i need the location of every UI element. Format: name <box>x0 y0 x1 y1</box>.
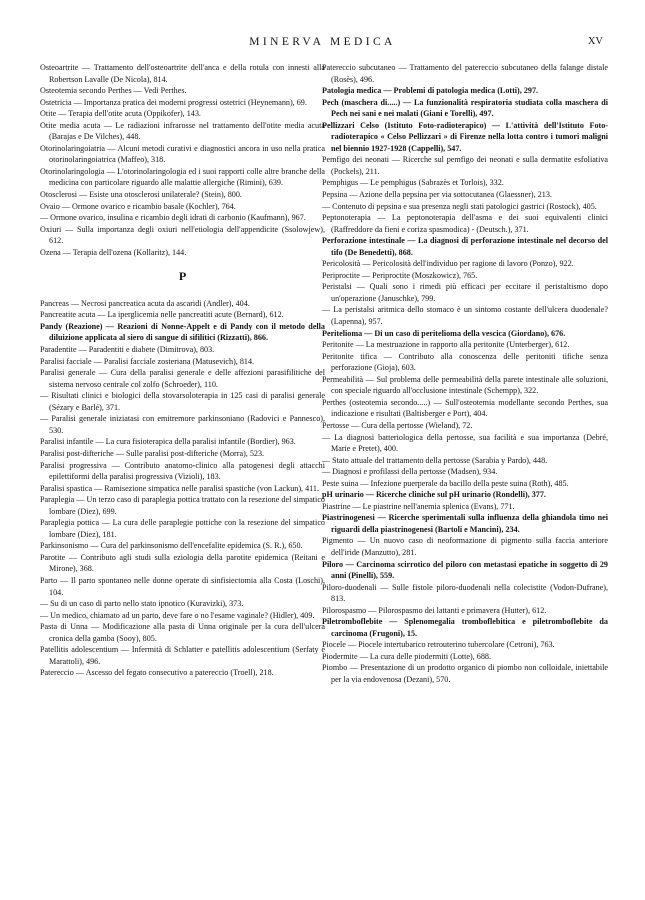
index-entry: Ostetricia — Importanza pratica dei moderni progressi ostetrici (Heynemann), 69. <box>40 97 307 107</box>
index-entry: Otite media acuta — Le radiazioni infrarosse nel trattamento dell'otite media acuta (Barajas e De Vilches), 448. <box>40 120 325 142</box>
index-entry: Paralisi infantile — La cura fisioterapica della paralisi infantile (Bordier), 963. <box>40 437 296 447</box>
index-entry: Pancreas — Necrosi pancreatica acuta da ascaridi (Andler), 404. <box>40 298 250 308</box>
index-entry: Patereccio — Ascesso del fegato consecutivo a patereccio (Troell), 218. <box>40 668 274 678</box>
index-entry: Osteotemia secondo Perthes — Vedi Perthes. <box>40 86 187 96</box>
index-entry: Paraplegia — Un terzo caso di paraplegia pottica trattato con la resezione del simpatico lombare (Diez), 699. <box>40 495 325 516</box>
index-entry: Ozena — Terapia dell'ozena (Kollaritz), 144. <box>40 247 187 257</box>
index-entry: Piletromboflebite — Splenomegalia tromboflebitica e piletromboflebite da carcinoma (Frugoni), 15. <box>322 617 608 638</box>
right-column <box>322 62 608 686</box>
index-entry: Pasta di Unna — Modificazione alla pasta di Unna originale per la cura dell'ulcera cronica della gamba (Sooy), 805. <box>40 622 325 643</box>
index-entry: Otorinolaringoiatria — Alcuni metodi curativi e diagnostici ancora in uso nella pratica otorinolaringoiatrica (Maffeo), 318. <box>40 143 325 165</box>
index-entry: Pilorospasmo — Pilorospasmo dei lattanti e primavera (Hutter), 612. <box>322 605 547 615</box>
running-title: MINERVA MEDICA <box>249 36 396 48</box>
index-entry: Peritonite tifica — Contributo alla conoscenza delle peritoniti tifiche senza perforazione (Gioja), 603. <box>322 351 608 373</box>
page-number: XV <box>587 36 603 47</box>
left-entries-p <box>40 298 325 679</box>
index-entry: — Ormone ovarico, insulina e ricambio degli idrati di carbonio (Kaufmann), 967. <box>40 213 306 223</box>
index-entry: Pellizzari Celso (Istituto Foto-radioterapico) — L'attività dell'Istituto Foto-radioterapico « Celso Pellizzari » di Firenze nella lotta contro i tumori maligni nel biennio 1927-1928 (Cappelli), 547. <box>322 120 608 153</box>
index-entry: Pertosse — Cura della pertosse (Wieland), 72. <box>322 420 473 430</box>
index-entry: Osteoartrite — Trattamento dell'osteoartrite dell'anca e della rotula con innesti alla Robertson Lavalle (De Nicola), 814. <box>40 63 325 84</box>
index-entry: Pigmento — Un nuovo caso di neoformazione di pigmento sulla faccia anteriore dell'iride (Manzutto), 281. <box>322 536 608 557</box>
index-entry: Pemfigo dei neonati — Ricerche sul pemfigo dei neonati e sulla dermatite esfoliativa (Pockels), 211. <box>322 155 608 176</box>
index-entry: Patereccio subcutaneo — Trattamento del patereccio subcutaneo della falange distale (Rosès), 496. <box>322 63 608 84</box>
index-entry: Permeabilità — Sul problema delle permeabilità della parete intestinale alle soluzioni, con speciale riguardo all'occlusione intestinale (Schempp), 322. <box>322 374 608 396</box>
index-entry: — Su di un caso di parto nello stato ipnotico (Kuravizki), 373. <box>40 599 244 609</box>
index-entry: — La diagnosi batteriologica della pertosse, sua facilità e sua importanza (Debré, Marie e Pretet), 400. <box>322 432 608 454</box>
index-entry: Parotite — Contributo agli studi sulla eziologia della parotite epidemica (Reitani e Mirone), 368. <box>40 552 325 574</box>
index-entry: Peste suina — Infezione puerperale da bacillo della peste suina (Roth), 485. <box>322 478 569 488</box>
index-entry: Paraplegia pottica — La cura delle paraplegie pottiche con la resezione del simpatico lombare (Diez), 181. <box>40 518 325 539</box>
index-entry: Paralisi facciale — Paralisi facciale zosteriana (Matusevich), 814. <box>40 356 255 366</box>
index-entry: Piloro — Carcinoma scirrotico del piloro con metastasi epatiche in soggetto di 29 anni (Pinelli), 559. <box>322 559 608 581</box>
index-entry: Piastrinogenesi — Ricerche sperimentali sulla influenza della ghiandola timo nei riguardi della piastrinogenesi (Bartoli e Mancini), 234. <box>322 513 608 534</box>
index-entry: Piastrine — Le piastrine nell'anemia splenica (Evans), 771. <box>322 501 515 511</box>
left-entries-o <box>40 62 325 258</box>
index-entry: Pericolosità — Pericolosità dell'individuo per ragione di lavoro (Ponzo), 922. <box>322 259 574 269</box>
index-entry: Peritelioma — Di un caso di peritelioma della vescica (Giordano), 676. <box>322 328 566 338</box>
index-entry: — Risultati clinici e biologici della stovarsoloterapia in 125 casi di paralisi generale (Sézary e Barlé), 371. <box>40 391 325 412</box>
index-entry: Piloro-duodenali — Sulle fistole piloro-duodenali nella colecistite (Vodon-Dufrane), 813. <box>322 582 608 604</box>
index-entry: Pepsina — Azione della pepsina per via sottocutanea (Glaessner), 213. <box>322 190 552 200</box>
section-letter: P <box>178 269 187 284</box>
index-entry: pH urinario — Ricerche cliniche sul pH urinario (Rondelli), 377. <box>322 490 546 500</box>
index-entry: Piodermite — La cura delle piodermiti (Lotte), 688. <box>322 651 491 661</box>
index-entry: Piocele — Piocele intertubarico retrouterino tubercolare (Cetroni), 763. <box>322 640 555 650</box>
index-entry: Pech (maschera di.....) — La funzionalità respiratoria studiata colla maschera di Pech nei sani e nei malati (Giani e Torelli), 497. <box>322 97 608 119</box>
index-entry: Patellitis adolescentium — Infermità di Schlatter e patellitis adolescentium (Serfaty e Marattoli), 496. <box>40 645 325 666</box>
index-entry: Piombo — Presentazione di un prodotto organico di piombo non colloidale, iniettabile per la via endovenosa (Dezani), 570. <box>322 663 608 684</box>
index-entry: Peritonite — La mestruazione in rapporto alla peritonite (Unterberger), 612. <box>322 340 570 350</box>
index-entry: Peptonoterapia — La peptonoterapia dell'asma e dei suoi equivalenti clinici (Raffreddore da fieni e coriza spasmodica) - (Deutsch.), 371. <box>322 213 608 234</box>
index-entry: Perthes (osteotemia secondo.....) — Sull'osteotemia modellante secondo Perthes, sua indicazione e risultati (Baltisberger e Port), 404. <box>322 397 608 419</box>
index-entry: Pemphigus — Le pemphigus (Sabrazès et Torlois), 332. <box>322 178 504 188</box>
index-entry: Otite — Terapia dell'otite acuta (Oppikofer), 143. <box>40 109 201 119</box>
index-entry: — Un medico, chiamato ad un parto, deve fare o no l'esame vaginale? (Hidler), 409. <box>40 610 315 620</box>
index-entry: Parto — Il parto spontaneo nelle donne operate di sinfisiectomia alla Costa (Loschi), 104. <box>40 575 325 597</box>
index-entry: Paradentite — Paradentiti e diabete (Dimitrova), 803. <box>40 345 215 355</box>
index-entry: Oxiuri — Sulla importanza degli oxiuri nell'etiologia dell'appendicite (Ssolowjew), 612. <box>40 224 325 246</box>
index-entry: — Diagnosi e profilassi della pertosse (Madsen), 934. <box>322 467 498 477</box>
index-entry: Periproctite — Periproctite (Moszkowicz), 765. <box>322 270 478 280</box>
index-entry: — Stato attuale del trattamento della pertosse (Sarabia y Pardo), 448. <box>322 455 548 465</box>
left-column <box>40 62 325 679</box>
index-entry: Perforazione intestinale — La diagnosi di perforazione intestinale nel decorso del tifo (De Benedetti), 868. <box>322 236 608 257</box>
index-entry: — La peristalsi aritmica dello stomaco è un sintomo costante dell'ulcera duodenale? (Lapenna), 957. <box>322 305 608 327</box>
index-entry: Otorinolaringologia — L'otorinolaringologia ed i suoi rapporti colle altre branche della medicina con particolare riguardo alle malattie allergiche (Rimini), 639. <box>40 166 325 188</box>
index-entry: Parkinsonismo — Cura del parkinsonismo dell'encefalite epidemica (S. R.), 650. <box>40 541 303 551</box>
index-entry: — Paralisi generale iniziatasi con emitremore parkinsoniano (Radovici e Pannesco), 530. <box>40 414 325 435</box>
index-entry: Pancreatite acuta — La iperglicemia nelle pancreatiti acute (Bernard), 612. <box>40 310 284 320</box>
index-entry: Paralisi progressiva — Contributo anatomo-clinico alla patogenesi degli attacchi epilettiformi della paralisi progressiva (Vizioli), 183. <box>40 460 325 482</box>
index-entry: Ovaio — Ormone ovarico e ricambio basale (Kochler), 764. <box>40 201 236 211</box>
index-entry: Paralisi spastica — Ramisezione simpatica nelle paralisi spastiche (von Lackun), 411. <box>40 483 320 493</box>
index-entry: — Contenuto di pepsina e sua presenza negli stati patologici gastrici (Rostock), 405. <box>322 201 597 211</box>
index-entry: Patologia medica — Problemi di patologia medica (Lotti), 297. <box>322 86 539 96</box>
index-entry: Peristalsi — Quali sono i rimedi più efficaci per eccitare il peristaltismo dopo un'operazione (Januschke), 799. <box>322 282 608 303</box>
index-entry: Otosclerosi — Esiste una otosclerosi unilaterale? (Stein), 800. <box>40 190 242 200</box>
page-header <box>0 36 645 52</box>
index-entry: Paralisi generale — Cura della paralisi generale e delle affezioni parasifilitiche del sistema nervoso centrale col zolfo (Schroeder), 110. <box>40 368 325 389</box>
index-entry: Pandy (Reazione) — Reazioni di Nonne-Appelt e di Pandy con il metodo della diluizione applicata al siero di sangue di sifilitici (Rizzatti), 866. <box>40 321 325 343</box>
index-entry: Paralisi post-difteriche — Sulle paralisi post-difteriche (Morra), 523. <box>40 448 265 458</box>
